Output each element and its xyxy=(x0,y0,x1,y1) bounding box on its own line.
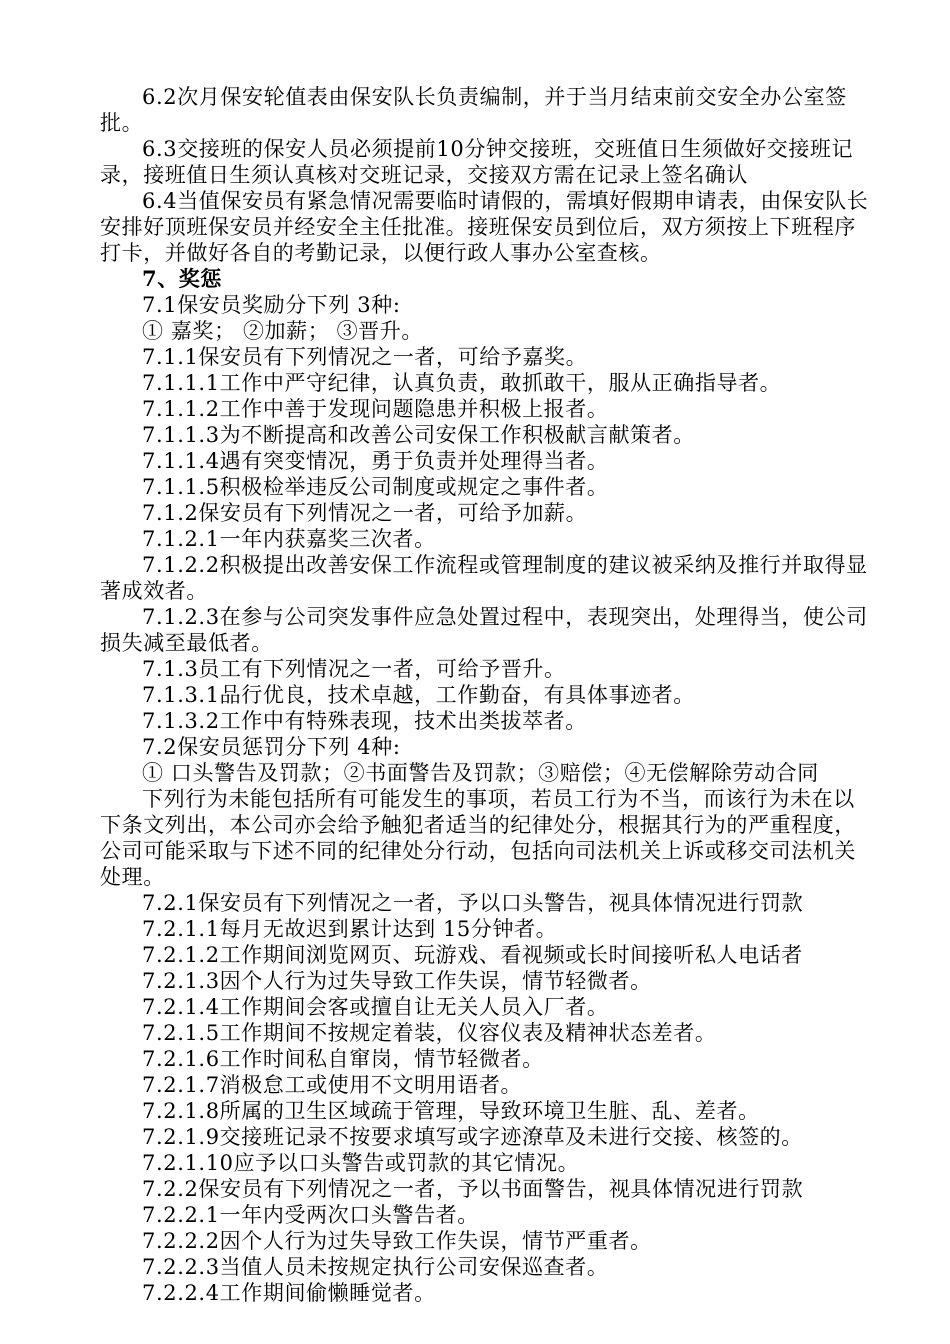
paragraph-p-6-3: 6.3交接班的保安人员必须提前10分钟交接班，交班值日生须做好交接班记录，接班值日生须认真核对交班记录，交接双方需在记录上签名确认 xyxy=(100,137,854,187)
paragraph-p-7-1-3-1: 7.1.3.1品行优良，技术卓越，工作勤奋，有具体事迹者。 xyxy=(142,683,695,707)
paragraph-p-7-2-1: 7.2.1保安员有下列情况之一者，予以口头警告，视具体情况进行罚款 xyxy=(142,891,804,915)
paragraph-p-7-2-list: ① 口头警告及罚款；②书面警告及罚款；③赔偿；④无偿解除劳动合同 xyxy=(142,761,819,785)
paragraph-p-7-2-2: 7.2.2保安员有下列情况之一者，予以书面警告，视具体情况进行罚款 xyxy=(142,1177,804,1201)
document-body xyxy=(100,84,874,1306)
paragraph-p-7-1-1: 7.1.1保安员有下列情况之一者，可给予嘉奖。 xyxy=(142,345,588,369)
paragraph-p-7-1: 7.1保安员奖励分下列 3种: xyxy=(142,293,401,317)
paragraph-p-7-1-2-1: 7.1.2.1一年内获嘉奖三次者。 xyxy=(142,527,436,551)
paragraph-p-7-2-1-8: 7.2.1.8所属的卫生区域疏于管理，导致环境卫生脏、乱、差者。 xyxy=(142,1099,760,1123)
paragraph-p-7-2: 7.2保安员惩罚分下列 4种: xyxy=(142,735,401,759)
paragraph-p-6-4: 6.4当值保安员有紧急情况需要临时请假的，需填好假期申请表，由保安队长安排好顶班保安员并经安全主任批准。接班保安员到位后，双方须按上下班程序打卡，并做好各自的考勤记录，以便行政人事办公室查核。 xyxy=(100,189,869,265)
paragraph-p-7-2-1-9: 7.2.1.9交接班记录不按要求填写或字迹潦草及未进行交接、核签的。 xyxy=(142,1125,803,1149)
paragraph-p-7-2-note: 下列行为未能包括所有可能发生的事项，若员工行为不当，而该行为未在以下条文列出，本公司亦会给予触犯者适当的纪律处分，根据其行为的严重程度，公司可能采取与下述不同的纪律处分行动，包括向司法机关上诉或移交司法机关处理。 xyxy=(100,787,856,889)
paragraph-p-7-2-1-2: 7.2.1.2工作期间浏览网页、玩游戏、看视频或长时间接听私人电话者 xyxy=(142,943,803,967)
paragraph-p-7-1-2-3: 7.1.2.3在参与公司突发事件应急处置过程中，表现突出，处理得当，使公司损失减至最低者。 xyxy=(100,605,868,655)
paragraph-p-7-2-1-4: 7.2.1.4工作期间会客或擅自让无关人员入厂者。 xyxy=(142,995,609,1019)
paragraph-p-7-2-2-1: 7.2.2.1一年内受两次口头警告者。 xyxy=(142,1203,479,1227)
paragraph-p-7-1-2-2: 7.1.2.2积极提出改善安保工作流程或管理制度的建议被采纳及推行并取得显著成效者。 xyxy=(100,553,868,603)
paragraph-p-7-2-2-3: 7.2.2.3当值人员未按规定执行公司安保巡查者。 xyxy=(142,1255,609,1279)
paragraph-p-7-2-2-2: 7.2.2.2因个人行为过失导致工作失误，情节严重者。 xyxy=(142,1229,652,1253)
paragraph-p-7-1-1-1: 7.1.1.1工作中严守纪律，认真负责，敢抓敢干，服从正确指导者。 xyxy=(142,371,782,395)
paragraph-p-7-1-1-2: 7.1.1.2工作中善于发现问题隐患并积极上报者。 xyxy=(142,397,609,421)
paragraph-p-7-2-1-1: 7.2.1.1每月无故迟到累计达到 15分钟者。 xyxy=(142,917,558,941)
paragraph-p-7-2-1-6: 7.2.1.6工作时间私自窜岗，情节轻微者。 xyxy=(142,1047,544,1071)
paragraph-p-7-1-1-4: 7.1.1.4遇有突变情况，勇于负责并处理得当者。 xyxy=(142,449,609,473)
paragraph-p-7-2-1-10: 7.2.1.10应予以口头警告或罚款的其它情况。 xyxy=(142,1151,580,1175)
paragraph-p-6-2: 6.2次月保安轮值表由保安队长负责编制，并于当月结束前交安全办公室签批。 xyxy=(100,85,847,135)
section-heading: 7、奖惩 xyxy=(142,266,223,291)
paragraph-p-7-2-1-7: 7.2.1.7消极怠工或使用不文明用语者。 xyxy=(142,1073,523,1097)
paragraph-p-7-1-3: 7.1.3员工有下列情况之一者，可给予晋升。 xyxy=(142,657,566,681)
paragraph-p-7-2-1-3: 7.2.1.3因个人行为过失导致工作失误，情节轻微者。 xyxy=(142,969,652,993)
paragraph-p-7-1-list: ① 嘉奖； ②加薪； ③晋升。 xyxy=(142,319,424,343)
paragraph-p-7-1-1-5: 7.1.1.5积极检举违反公司制度或规定之事件者。 xyxy=(142,475,609,499)
paragraph-p-7-2-1-5: 7.2.1.5工作期间不按规定着装，仪容仪表及精神状态差者。 xyxy=(142,1021,717,1045)
paragraph-p-7-1-2: 7.1.2保安员有下列情况之一者，可给予加薪。 xyxy=(142,501,588,525)
paragraph-p-7-1-1-3: 7.1.1.3为不断提高和改善公司安保工作积极献言献策者。 xyxy=(142,423,695,447)
paragraph-p-7-2-2-4: 7.2.2.4工作期间偷懒睡觉者。 xyxy=(142,1281,436,1305)
paragraph-p-7-1-3-2: 7.1.3.2工作中有特殊表现，技术出类拔萃者。 xyxy=(142,709,587,733)
